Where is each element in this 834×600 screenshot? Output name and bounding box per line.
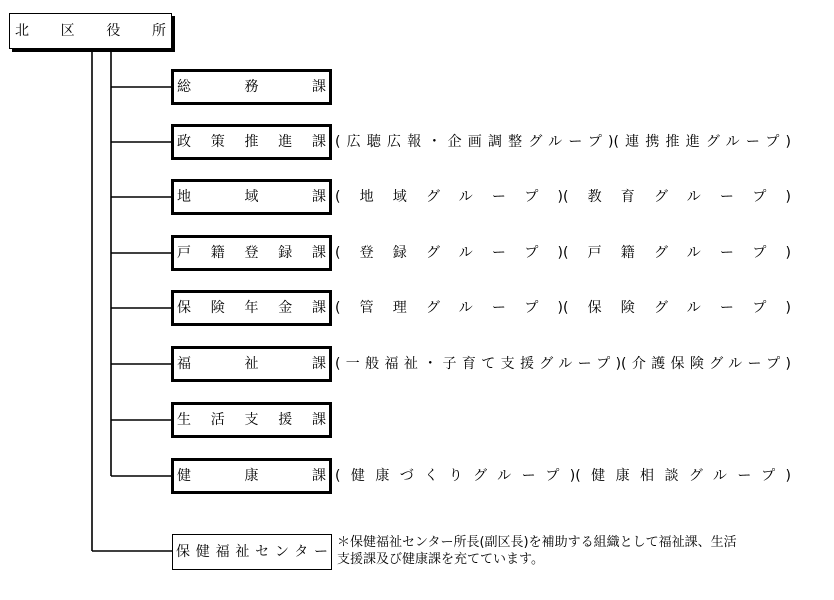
dept-label: 戸籍登録課 bbox=[177, 245, 326, 261]
dept-box-policy-promotion bbox=[171, 124, 332, 160]
dept-box-general-affairs bbox=[171, 69, 332, 105]
dept-box-health bbox=[171, 458, 332, 494]
dept-label: 総務課 bbox=[177, 79, 326, 95]
dept-label: 健康課 bbox=[177, 468, 326, 484]
dept-box-insurance-pension bbox=[171, 290, 332, 326]
dept-label: 福祉課 bbox=[177, 356, 326, 372]
dept-box-livelihood-support bbox=[171, 402, 332, 438]
root-office-label: 北区役所 bbox=[15, 23, 166, 39]
dept-groups-community: (地域グループ)(教育グループ) bbox=[335, 189, 791, 205]
dept-groups-insurance-pension: (管理グループ)(保険グループ) bbox=[335, 300, 791, 316]
dept-label: 地域課 bbox=[177, 189, 326, 205]
dept-groups-family-registry: (登録グループ)(戸籍グループ) bbox=[335, 245, 791, 261]
dept-box-family-registry bbox=[171, 235, 332, 271]
dept-groups-health: (健康づくりグループ)(健康相談グループ) bbox=[335, 468, 791, 484]
center-footnote: ＊保健福祉センター所長(副区長)を補助する組織として福祉課、生活 支援課及び健康課を充てています。 bbox=[337, 535, 737, 567]
dept-label: 保険年金課 bbox=[177, 300, 326, 316]
root-office-box bbox=[9, 13, 172, 49]
dept-label: 生活支援課 bbox=[177, 412, 326, 428]
center-label: 保健福祉センター bbox=[176, 544, 328, 560]
dept-label: 政策推進課 bbox=[177, 134, 326, 150]
health-welfare-center-box bbox=[172, 534, 332, 570]
dept-box-community bbox=[171, 179, 332, 215]
dept-groups-welfare: (一般福祉・子育て支援グループ)(介護保険グループ) bbox=[335, 356, 791, 372]
dept-groups-policy-promotion: (広聴広報・企画調整グループ)(連携推進グループ) bbox=[335, 134, 791, 150]
dept-box-welfare bbox=[171, 346, 332, 382]
